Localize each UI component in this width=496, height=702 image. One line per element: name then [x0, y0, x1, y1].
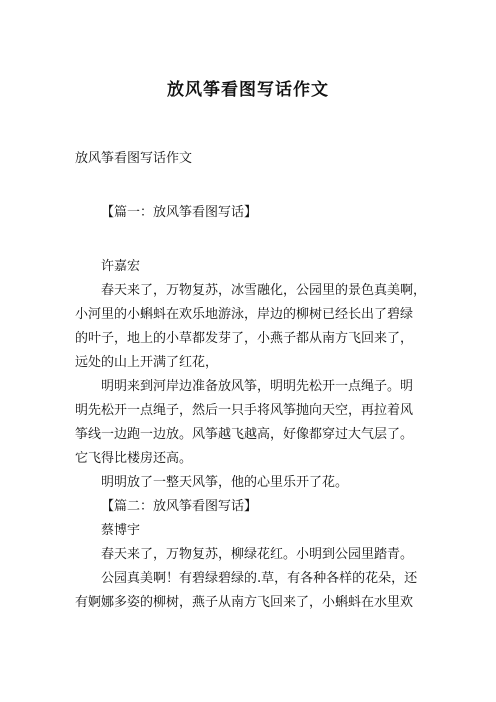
paragraph — [75, 279, 427, 375]
paragraph-line: 筝线一边跑一边放。风筝越飞越高，好像都穿过大气层了。 — [75, 427, 414, 442]
paragraph — [75, 567, 419, 615]
paragraph-line: 明先松开一点绳子，然后一只手将风筝抛向天空，再拉着风 — [75, 403, 414, 418]
paragraph-line: 小河里的小蝌蚪在欢乐地游泳，岸边的柳树已经长出了碧绿 — [75, 307, 414, 322]
section-heading-2: 【篇二：放风筝看图写话】 — [101, 499, 258, 514]
paragraph-line: 它飞得比楼房还高。 — [75, 451, 193, 466]
paragraph-line: 春天来了，万物复苏，冰雪融化，公园里的景色真美啊， — [101, 283, 427, 298]
paragraph-line: 远处的山上开满了红花， — [75, 355, 219, 370]
paragraph-line: 有婀娜多姿的柳树，燕子从南方飞回来了，小蝌蚪在水里欢 — [75, 595, 414, 610]
section-heading-1: 【篇一：放风筝看图写话】 — [101, 205, 258, 220]
paragraph-line: 明明来到河岸边准备放风筝，明明先松开一点绳子。明 — [101, 379, 414, 394]
author-name-1: 许嘉宏 — [101, 259, 141, 274]
paragraph-line: 明明放了一整天风筝，他的心里乐开了花。 — [101, 475, 349, 490]
document-subtitle: 放风筝看图写话作文 — [75, 151, 193, 166]
paragraph — [75, 471, 419, 495]
paragraph-line: 春天来了，万物复苏，柳绿花红。小明到公园里踏青。 — [101, 547, 414, 562]
paragraph-line: 公园真美啊！有碧绿碧绿的.草，有各种各样的花朵，还 — [101, 571, 418, 586]
paragraph-line: 的叶子，地上的小草都发芽了，小燕子都从南方飞回来了， — [75, 331, 414, 346]
document-title: 放风筝看图写话作文 — [167, 80, 329, 100]
paragraph — [75, 375, 419, 471]
paragraph — [75, 543, 419, 567]
author-name-2: 蔡博宇 — [101, 523, 141, 538]
